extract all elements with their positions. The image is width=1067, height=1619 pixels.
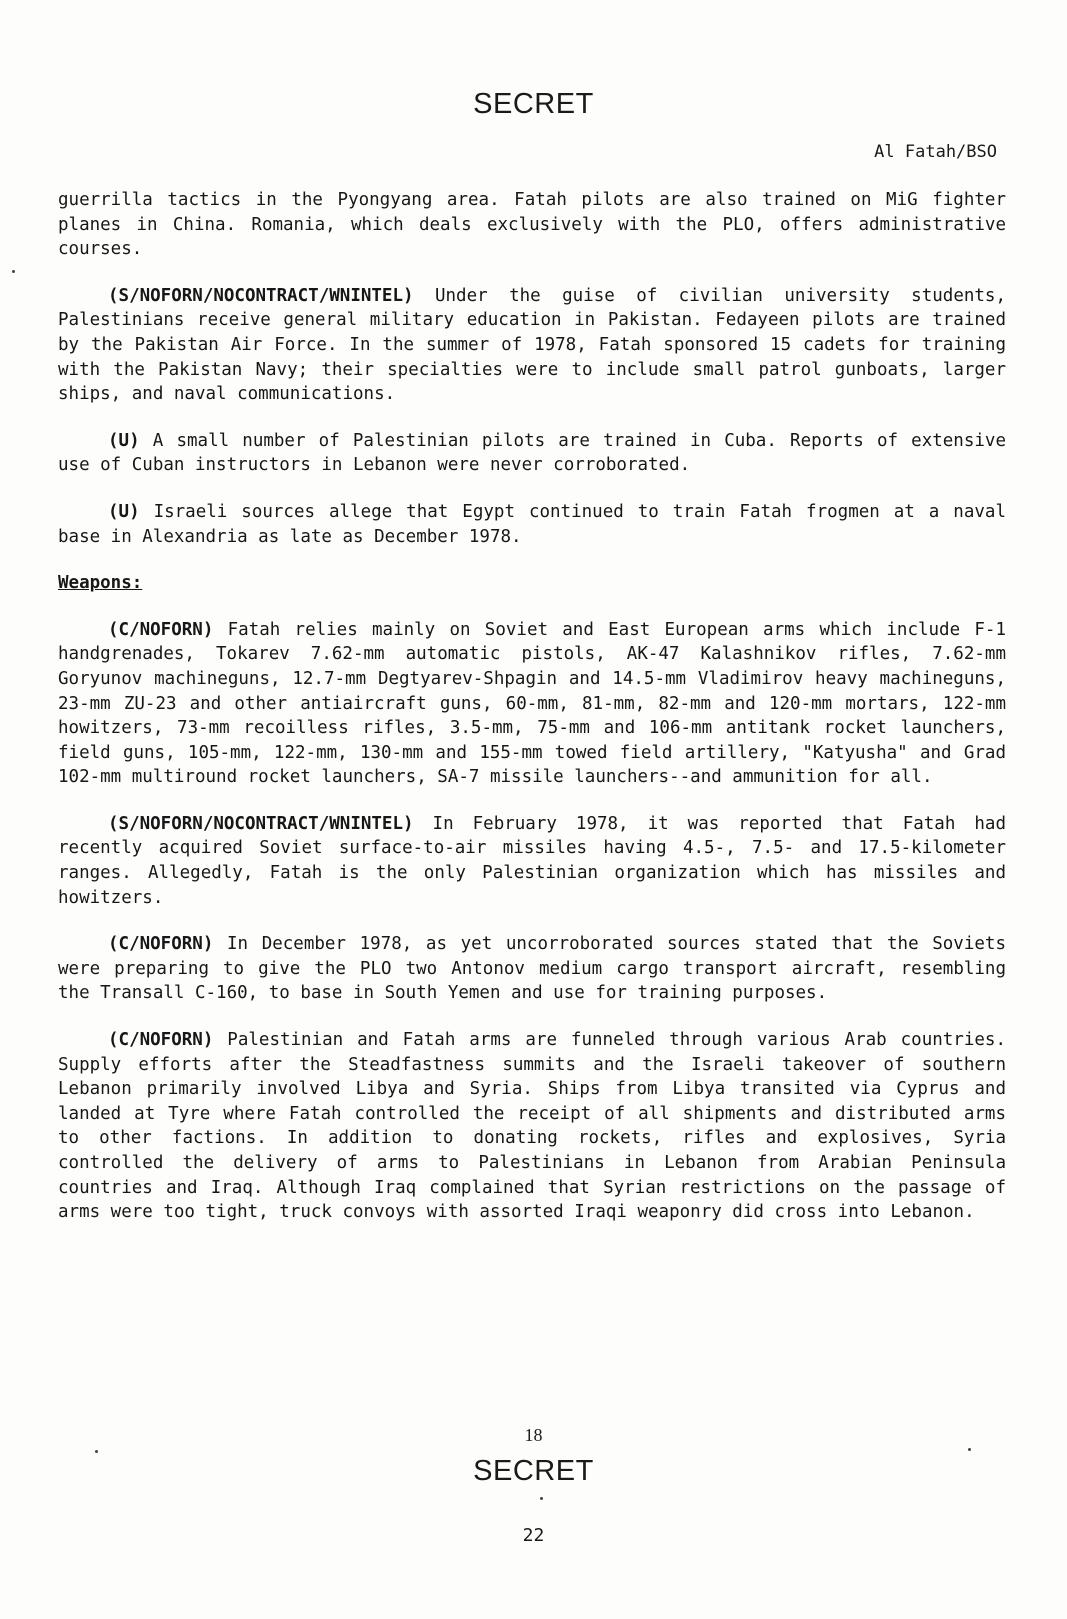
paragraph-3-text: A small number of Palestinian pilots are trained in Cuba. Reports of extensive use of Cuban instructors in Lebanon were never corroborated. [58, 430, 1006, 476]
paragraph-3-marking: (U) [108, 430, 140, 451]
paragraph-3 [58, 429, 1006, 478]
paragraph-2-text: Under the guise of civilian university students, Palestinians receive general military education in Pakistan. Fedayeen pilots are trained by the Pakistan Air Force. In the summer of 1978, Fatah sponsored 15 cadets for training with the Pakistan Navy; their specialties were to include small patrol gunboats, larger ships, and naval communications. [58, 285, 1006, 405]
paragraph-6 [58, 812, 1006, 910]
page-number: 18 [524, 1425, 543, 1445]
scan-speck [95, 1450, 98, 1453]
scan-speck [540, 1497, 543, 1500]
paragraph-6-text: In February 1978, it was reported that Fatah had recently acquired Soviet surface-to-air missiles having 4.5-, 7.5- and 17.5-kilometer ranges. Allegedly, Fatah is the only Palestinian organization which has missiles and howitzers. [58, 813, 1006, 908]
sheet-number: 22 [522, 1525, 545, 1546]
paragraph-5 [58, 618, 1006, 790]
scan-speck [12, 270, 15, 273]
paragraph-8 [58, 1028, 1006, 1225]
paragraph-5-marking: (C/NOFORN) [108, 619, 214, 640]
paragraph-4-marking: (U) [108, 501, 140, 522]
top-classification-marking: SECRET [473, 88, 594, 120]
paragraph-5-text: Fatah relies mainly on Soviet and East European arms which include F-1 handgrenades, Tokarev 7.62-mm automatic pistols, AK-47 Kalashnikov rifles, 7.62-mm Goryunov machineguns, 12.7-mm Degtyarev-Shpagin and 14.5-mm Vladimirov heavy machineguns, 23-mm ZU-23 and other antiaircraft guns, 60-mm, 81-mm, 82-mm and 120-mm mortars, 122-mm howitzers, 73-mm recoilless rifles, 3.5-mm, 75-mm and 106-mm antitank rocket launchers, field guns, 105-mm, 122-mm, 130-mm and 155-mm towed field artillery, "Katyusha" and Grad 102-mm multiround rocket launchers, SA-7 missile launchers--and ammunition for all. [58, 619, 1006, 788]
paragraph-6-marking: (S/NOFORN/NOCONTRACT/WNINTEL) [108, 813, 414, 834]
document-body [58, 188, 1006, 1247]
paragraph-4 [58, 500, 1006, 549]
paragraph-8-marking: (C/NOFORN) [108, 1030, 214, 1051]
scan-speck [968, 1448, 971, 1451]
paragraph-4-text: Israeli sources allege that Egypt continued to train Fatah frogmen at a naval base in Alexandria as late as December 1978. [58, 501, 1006, 547]
paragraph-7-text: In December 1978, as yet uncorroborated sources stated that the Soviets were preparing to give the PLO two Antonov medium cargo transport aircraft, resembling the Transall C-160, to base in South Yemen and use for training purposes. [58, 934, 1006, 1004]
paragraph-1 [58, 188, 1006, 262]
bottom-classification-marking: SECRET [473, 1455, 594, 1487]
paragraph-2 [58, 284, 1006, 407]
paragraph-7-marking: (C/NOFORN) [108, 934, 214, 955]
paragraph-8-text: Palestinian and Fatah arms are funneled through various Arab countries. Supply efforts after the Steadfastness summits and the Israeli takeover of southern Lebanon primarily involved Libya and Syria. Ships from Libya transited via Cyprus and landed at Tyre where Fatah controlled the receipt of all shipments and distributed arms to other factions. In addition to donating rockets, rifles and explosives, Syria controlled the delivery of arms to Palestinians in Lebanon from Arabian Peninsula countries and Iraq. Although Iraq complained that Syrian restrictions on the passage of arms were too tight, truck convoys with assorted Iraqi weaponry did cross into Lebanon. [58, 1030, 1006, 1223]
paragraph-7 [58, 932, 1006, 1006]
paragraph-1-text: guerrilla tactics in the Pyongyang area. Fatah pilots are also trained on MiG fighter planes in China. Romania, which deals exclusively with the PLO, offers administrative courses. [58, 190, 1006, 260]
paragraph-2-marking: (S/NOFORN/NOCONTRACT/WNINTEL) [108, 285, 414, 306]
document-reference: Al Fatah/BSO [874, 142, 997, 162]
section-heading-weapons: Weapons: [58, 573, 143, 594]
